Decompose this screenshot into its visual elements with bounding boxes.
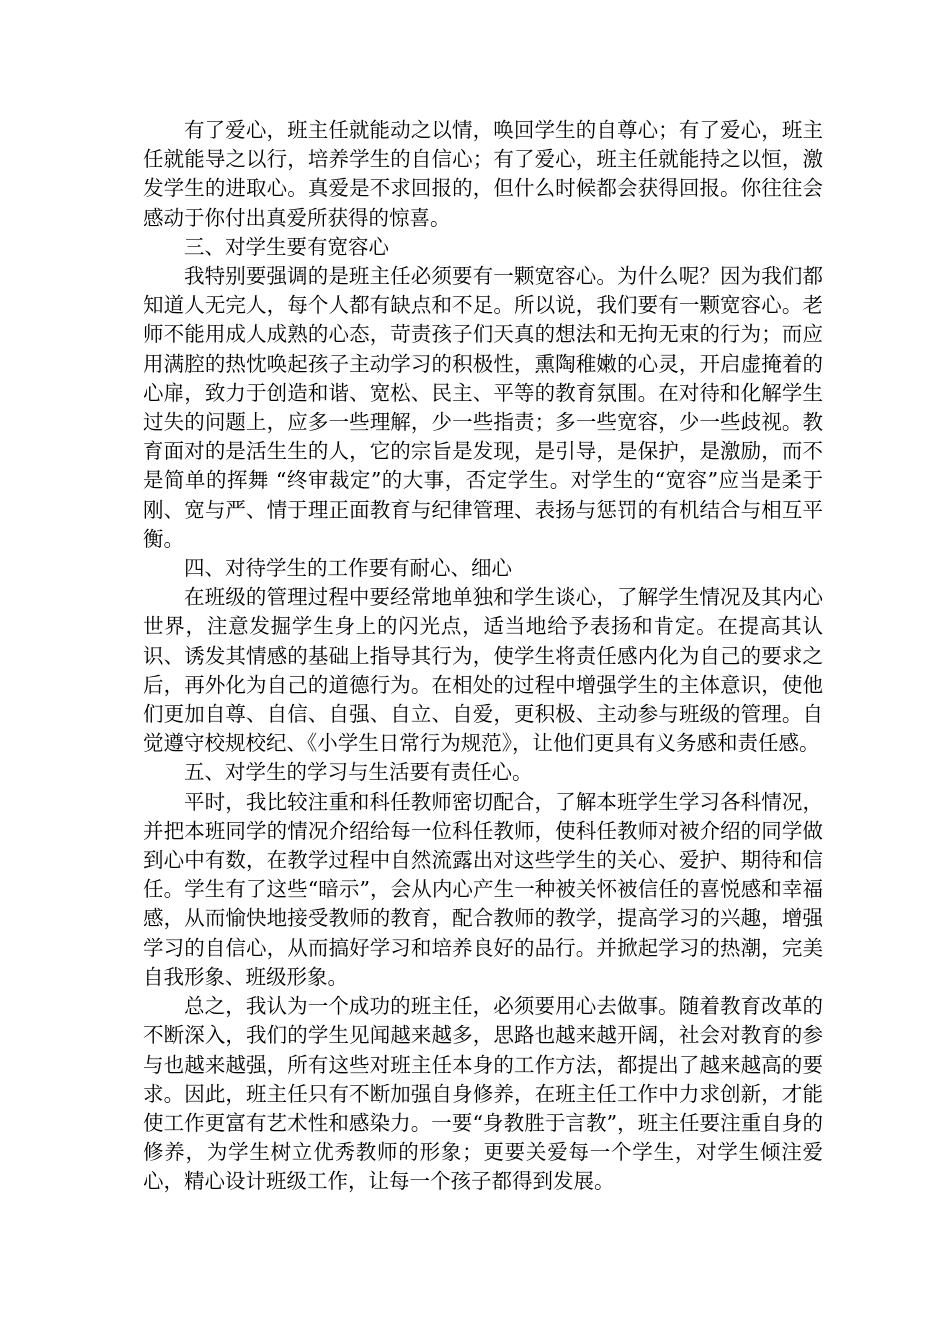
paragraph-patience: 在班级的管理过程中要经常地单独和学生谈心，了解学生情况及其内心世界，注意发掘学生身上的闪光点，适当地给予表扬和肯定。在提高其认识、诱发其情感的基础上指导其行为，使学生将责任感内化为自己的要求之后，再外化为自己的道德行为。在相处的过程中增强学生的主体意识，使他们更加自尊、自信、自强、自立、自爱，更积极、主动参与班级的管理。自觉遵守校规校纪、《小学生日常行为规范》，让他们更具有义务感和责任感。 [143, 585, 823, 756]
document-body [143, 116, 823, 1197]
heading-tolerance: 三、对学生要有宽容心 [184, 234, 389, 259]
paragraph-conclusion: 总之，我认为一个成功的班主任，必须要用心去做事。随着教育改革的不断深入，我们的学生见闻越来越多，思路也越来越开阔，社会对教育的参与也越来越强，所有这些对班主任本身的工作方法，都提出了越来越高的要求。因此，班主任只有不断加强自身修养，在班主任工作中力求创新，才能使工作更富有艺术性和感染力。一要“身教胜于言教”，班主任要注重自身的修养，为学生树立优秀教师的形象；更要关爱每一个学生，对学生倾注爱心，精心设计班级工作，让每一个孩子都得到发展。 [143, 994, 823, 1194]
paragraph-love: 有了爱心，班主任就能动之以情，唤回学生的自尊心；有了爱心，班主任就能导之以行，培养学生的自信心；有了爱心，班主任就能持之以恒，激发学生的进取心。真爱是不求回报的，但什么时候都会获得回报。你往往会感动于你付出真爱所获得的惊喜。 [143, 118, 823, 230]
paragraph-tolerance: 我特别要强调的是班主任必须要有一颗宽容心。为什么呢？因为我们都知道人无完人，每个人都有缺点和不足。所以说，我们要有一颗宽容心。老师不能用成人成熟的心态，苛责孩子们天真的想法和无拘无束的行为；而应用满腔的热忱唤起孩子主动学习的积极性，熏陶稚嫩的心灵，开启虚掩着的心扉，致力于创造和谐、宽松、民主、平等的教育氛围。在对待和化解学生过失的问题上，应多一些理解，少一些指责；多一些宽容，少一些歧视。教育面对的是活生生的人，它的宗旨是发现，是引导，是保护，是激励，而不是简单的挥舞 “终审裁定”的大事，否定学生。对学生的“宽容”应当是柔于刚、宽与严、情于理正面教育与纪律管理、表扬与惩罚的有机结合与相互平衡。 [143, 264, 823, 551]
paragraph-responsibility: 平时，我比较注重和科任教师密切配合，了解本班学生学习各科情况，并把本班同学的情况介绍给每一位科任教师，使科任教师对被介绍的同学做到心中有数，在教学过程中自然流露出对这些学生的关心、爱护、期待和信任。学生有了这些“暗示”，会从内心产生一种被关怀被信任的喜悦感和幸福感，从而愉快地接受教师的教育，配合教师的教学，提高学习的兴趣，增强学习的自信心，从而搞好学习和培养良好的品行。并掀起学习的热潮，完美自我形象、班级形象。 [143, 789, 823, 989]
heading-patience: 四、对待学生的工作要有耐心、细心 [184, 556, 512, 581]
heading-responsibility: 五、对学生的学习与生活要有责任心。 [184, 760, 533, 785]
